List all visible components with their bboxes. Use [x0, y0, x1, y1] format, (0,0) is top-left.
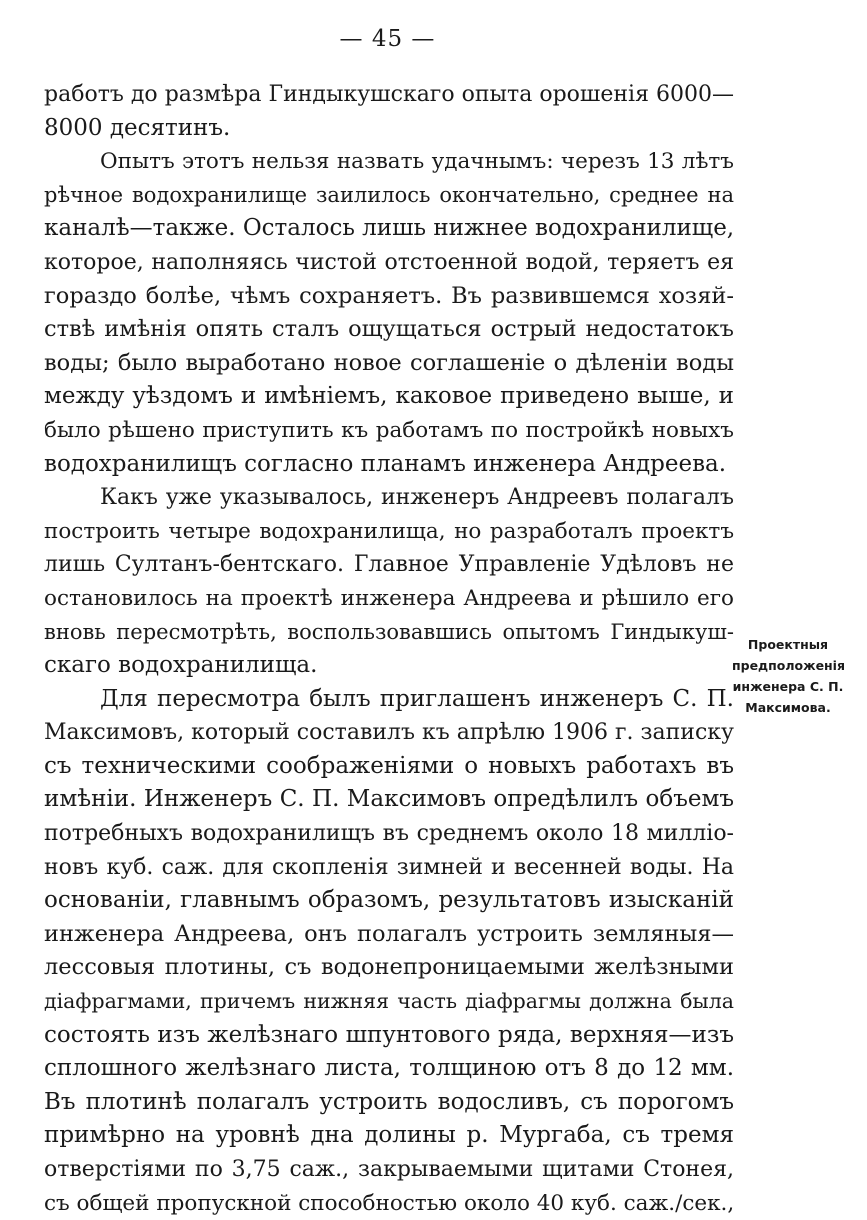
text-line: Опытъ этотъ нельзя назвать удачнымъ: черезъ 13 лѣтъ [100, 149, 734, 175]
text-line: Въ плотинѣ полагалъ устроить водосливъ, съ порогомъ [44, 1088, 734, 1115]
text-line: состоять изъ желѣзнаго шпунтового ряда, верхняя—изъ [44, 1021, 734, 1048]
text-line: съ техническими соображеніями о новыхъ работахъ въ [44, 752, 734, 779]
text-line: каналѣ—также. Осталось лишь нижнее водохранилище, [44, 215, 735, 242]
text-line: имѣніи. Инженеръ С. П. Максимовъ опредѣлилъ объемъ [44, 786, 734, 813]
text-line: остановилось на проектѣ инженера Андреева и рѣшило его [44, 585, 734, 611]
margin-note-line: предположенія [732, 658, 845, 673]
text-line: ствѣ имѣнія опять сталъ ощущаться острый недостатокъ [44, 316, 734, 343]
text-line: сплошного желѣзнаго листа, толщиною отъ 8 до 12 мм. [44, 1055, 734, 1082]
text-line: Для пересмотра былъ приглашенъ инженеръ С. П. [100, 685, 734, 712]
margin-note-line: инженера С. П. [732, 679, 844, 694]
text-line: лессовыя плотины, съ водонепроницаемыми желѣзными [44, 954, 734, 981]
text-line: между уѣздомъ и имѣніемъ, каковое приведено выше, и [44, 383, 734, 410]
margin-note [732, 634, 844, 718]
text-line: Какъ уже указывалось, инженеръ Андреевъ полагалъ [100, 485, 734, 511]
text-line: съ общей пропускной способностью около 40 куб. саж./сек., [44, 1190, 735, 1216]
text-line: было рѣшено приступить къ работамъ по постройкѣ новыхъ [44, 417, 734, 443]
text-line: скаго водохранилища. [44, 652, 318, 679]
margin-note-line: Проектныя [747, 637, 829, 652]
text-line: которое, наполняясь чистой отстоенной водой, теряетъ ея [44, 249, 734, 275]
text-line: рѣчное водохранилище заилилось окончательно, среднее на [44, 182, 734, 207]
text-line: построить четыре водохранилища, но разработалъ проектъ [44, 518, 734, 544]
margin-note-line: Максимова. [745, 700, 831, 715]
text-line: водохранилищъ согласно планамъ инженера Андреева. [44, 450, 727, 477]
text-line: 8000 десятинъ. [44, 114, 231, 141]
text-line: воды; было выработано новое соглашеніе о дѣленіи воды [44, 349, 734, 376]
text-line: лишь Султанъ-бентскаго. Главное Управленіе Удѣловъ не [44, 552, 734, 578]
text-line: отверстіями по 3,75 саж., закрываемыми щитами Стонея, [44, 1157, 734, 1182]
text-line: вновь пересмотрѣть, воспользовавшись опытомъ Гиндыкуш- [44, 619, 734, 644]
text-line: работъ до размѣра Гиндыкушскаго опыта орошенія 6000— [44, 82, 734, 107]
text-line: потребныхъ водохранилищъ въ среднемъ около 18 милліо- [44, 821, 734, 847]
text-line: основаніи, главнымъ образомъ, результатовъ изысканій [44, 887, 734, 914]
text-line: Максимовъ, который составилъ къ апрѣлю 1906 г. записку [44, 720, 734, 746]
text-line: гораздо болѣе, чѣмъ сохраняетъ. Въ развившемся хозяй- [44, 282, 734, 309]
body-text [44, 78, 734, 1220]
text-line: примѣрно на уровнѣ дна долины р. Мургаба, съ тремя [44, 1122, 734, 1149]
text-line: новъ куб. саж. для скопленія зимней и весенней воды. На [44, 854, 734, 880]
page-number: — 45 — [339, 26, 436, 52]
text-line: діафрагмами, причемъ нижняя часть діафрагмы должна была [44, 989, 734, 1014]
text-line: инженера Андреева, онъ полагалъ устроить земляныя— [44, 920, 734, 947]
